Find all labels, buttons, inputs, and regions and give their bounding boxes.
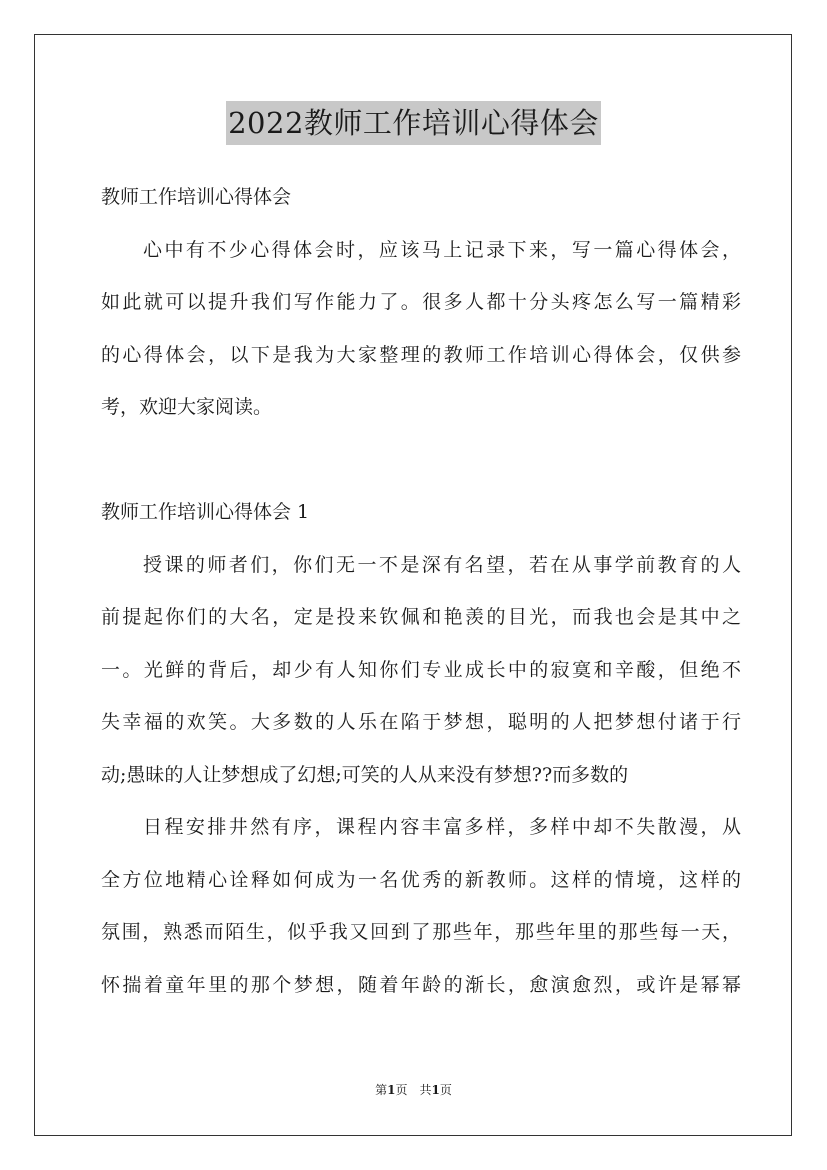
intro-line: 的心得体会，以下是我为大家整理的教师工作培训心得体会，仅供参 <box>101 343 741 366</box>
page-number-current: 1 <box>387 1083 396 1097</box>
paragraph-line: 日程安排井然有序，课程内容丰富多样，多样中却不失散漫，从 <box>143 816 741 838</box>
paragraph-line: 动;愚昧的人让梦想成了幻想;可笑的人从来没有梦想??而多数的 <box>101 763 629 786</box>
intro-line: 心中有不少心得体会时，应该马上记录下来，写一篇心得体会， <box>143 238 741 261</box>
paragraph-line: 授课的师者们，你们无一不是深有名望，若在从事学前教育的人 <box>143 553 741 576</box>
blank-line <box>101 434 741 487</box>
title-container <box>0 101 827 145</box>
page-number-prefix: 第 <box>375 1083 388 1097</box>
paragraph-line: 氛围，熟悉而陌生，似乎我又回到了那些年，那些年里的那些每一天， <box>101 921 741 943</box>
paragraph-line: 一。光鲜的背后，却少有人知你们专业成长中的寂寞和辛酸，但绝不 <box>101 658 741 681</box>
document-subtitle: 教师工作培训心得体会 <box>101 186 292 208</box>
page-number-suffix: 页 <box>439 1083 452 1097</box>
intro-line: 考，欢迎大家阅读。 <box>101 396 273 418</box>
intro-line: 如此就可以提升我们写作能力了。很多人都十分头疼怎么写一篇精彩 <box>101 291 741 313</box>
page-footer <box>0 1082 827 1098</box>
paragraph-line: 前提起你们的大名，定是投来钦佩和艳羡的目光，而我也会是其中之 <box>101 606 741 628</box>
paragraph-line: 失幸福的欢笑。大多数的人乐在陷于梦想，聪明的人把梦想付诸于行 <box>101 711 741 733</box>
section-heading: 教师工作培训心得体会 1 <box>101 501 310 523</box>
paragraph-line: 全方位地精心诠释如何成为一名优秀的新教师。这样的情境，这样的 <box>101 868 741 891</box>
page-number-mid: 页 共 <box>395 1083 432 1097</box>
document-title: 2022教师工作培训心得体会 <box>226 101 601 145</box>
paragraph-line: 怀揣着童年里的那个梦想，随着年龄的渐长，愈演愈烈，或许是幂幂 <box>101 973 741 996</box>
document-body <box>101 171 741 1011</box>
page-number-total: 1 <box>431 1083 440 1097</box>
